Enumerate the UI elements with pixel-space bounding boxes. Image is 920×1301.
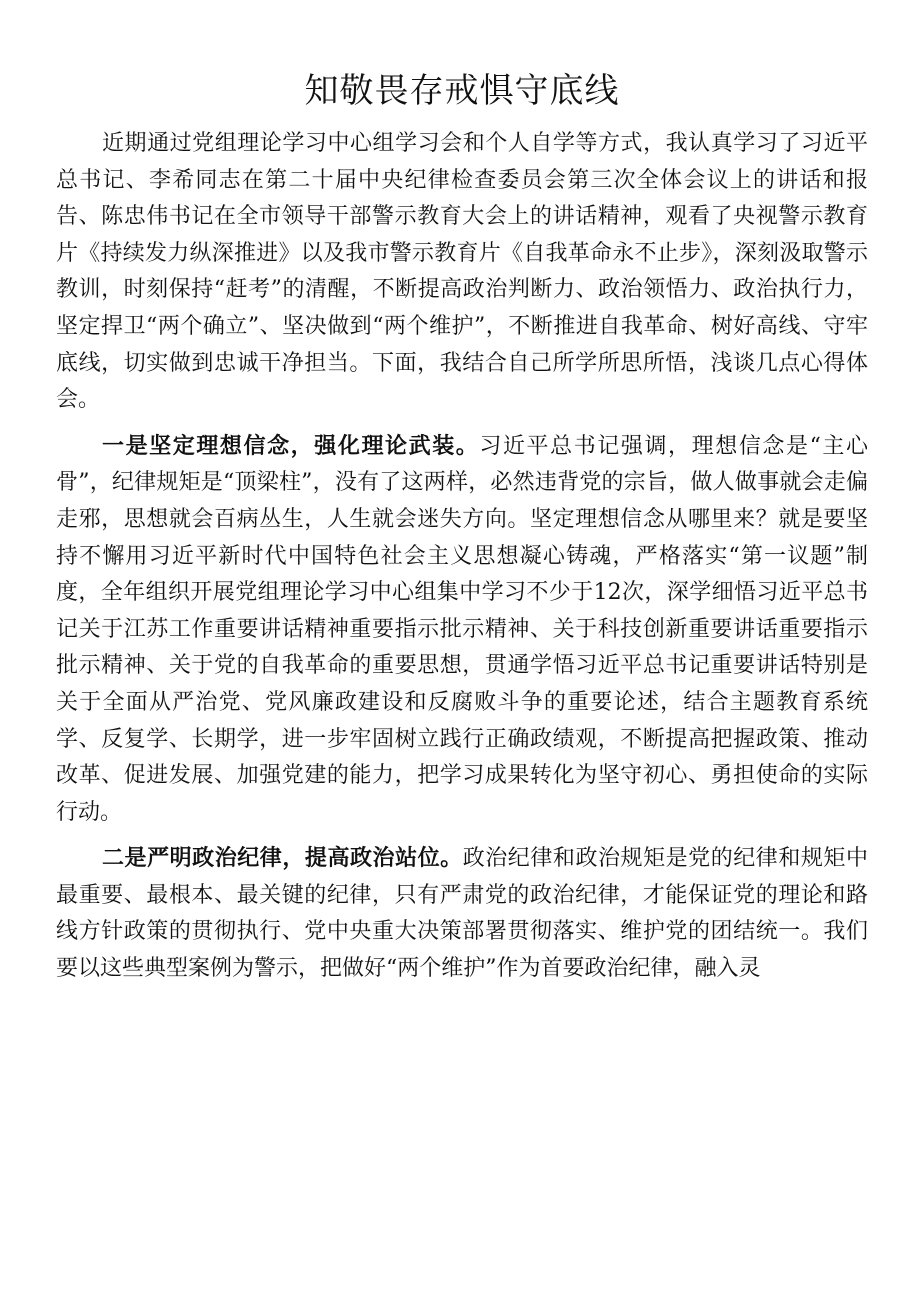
paragraph-intro bbox=[56, 126, 868, 419]
document-page bbox=[56, 0, 868, 1301]
paragraph-lead: 一是坚定理想信念，强化理论武装。 bbox=[102, 433, 480, 459]
document-title: 知敬畏存戒惧守底线 bbox=[304, 71, 620, 111]
document-body bbox=[56, 126, 868, 988]
paragraph-text: 政治纪律和政治规矩是党的纪律和规矩中最重要、最根本、最关键的纪律，只有严肃党的政治纪律，才能保证党的理论和路线方针政策的贯彻执行、党中央重大决策部署贯彻落实、维护党的团结统一。我们要以这些典型案例为警示，把做好“两个维护”作为首要政治纪律，融入灵 bbox=[56, 846, 868, 982]
paragraph-text: 习近平总书记强调，理想信念是“主心骨”，纪律规矩是“顶梁柱”，没有了这两样，必然违背党的宗旨，做人做事就会走偏走邪，思想就会百病丛生，人生就会迷失方向。坚定理想信念从哪里来？就是要坚持不懈用习近平新时代中国特色社会主义思想凝心铸魂，严格落实“第一议题”制度，全年组织开展党组理论学习中心组集中学习不少于12次，深学细悟习近平总书记关于江苏工作重要讲话精神重要指示批示精神、关于科技创新重要讲话重要指示批示精神、关于党的自我革命的重要思想，贯通学悟习近平总书记重要讲话特别是关于全面从严治党、党风廉政建设和反腐败斗争的重要论述，结合主题教育系统学、反复学、长期学，进一步牢固树立践行正确政绩观，不断提高把握政策、推动改革、促进发展、加强党建的能力，把学习成果转化为坚守初心、勇担使命的实际行动。 bbox=[56, 433, 868, 825]
paragraph-point-two bbox=[56, 841, 868, 987]
paragraph-lead: 二是严明政治纪律，提高政治站位。 bbox=[102, 846, 463, 872]
paragraph-point-one bbox=[56, 429, 868, 832]
paragraph-text: 近期通过党组理论学习中心组学习会和个人自学等方式，我认真学习了习近平总书记、李希同志在第二十届中央纪律检查委员会第三次全体会议上的讲话和报告、陈忠伟书记在全市领导干部警示教育大会上的讲话精神，观看了央视警示教育片《持续发力纵深推进》以及我市警示教育片《自我革命永不止步》，深刻汲取警示教训，时刻保持“赶考”的清醒，不断提高政治判断力、政治领悟力、政治执行力，坚定捍卫“两个确立”、坚决做到“两个维护”，不断推进自我革命、树好高线、守牢底线，切实做到忠诚干净担当。下面，我结合自己所学所思所悟，浅谈几点心得体会。 bbox=[56, 131, 868, 413]
